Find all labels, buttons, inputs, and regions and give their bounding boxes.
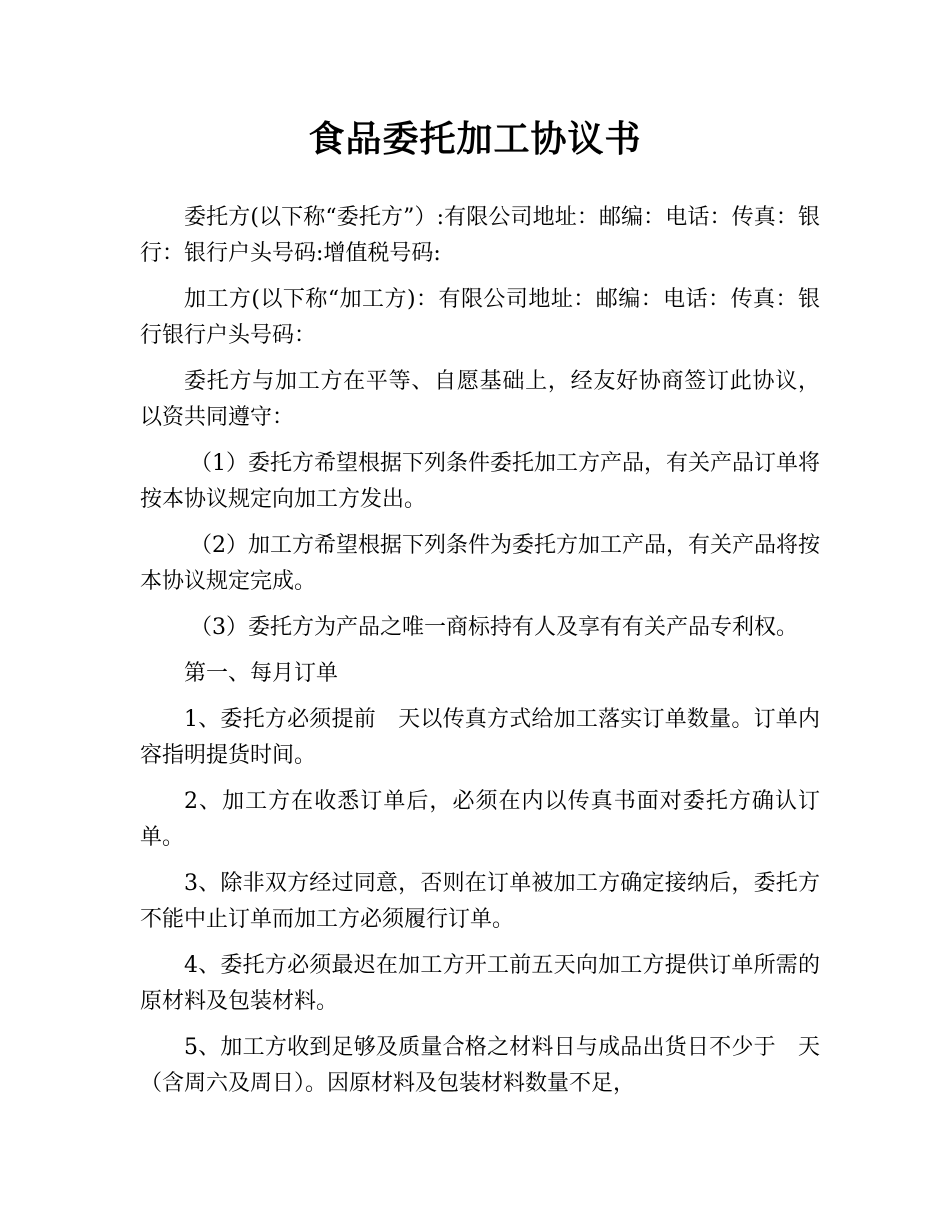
paragraph-client-info: 委托方(以下称“委托方”）:有限公司地址：邮编：电话：传真：银行：银行户头号码:增值税号码:: [140, 205, 820, 266]
document-title: 食品委托加工协议书: [308, 119, 642, 160]
paragraph-recital-1: （1）委托方希望根据下列条件委托加工方产品，有关产品订单将按本协议规定向加工方发出。: [140, 451, 820, 512]
paragraph-clause-5: 5、加工方收到足够及质量合格之材料日与成品出货日不少于 天（含周六及周日）。因原材料及包装材料数量不足，: [140, 1035, 820, 1096]
paragraph-clause-3: 3、除非双方经过同意，否则在订单被加工方确定接纳后，委托方不能中止订单而加工方必须履行订单。: [140, 871, 820, 932]
paragraph-agreement-basis: 委托方与加工方在平等、自愿基础上，经友好协商签订此协议，以资共同遵守：: [140, 369, 820, 430]
paragraph-recital-3: （3）委托方为产品之唯一商标持有人及享有有关产品专利权。: [190, 615, 798, 640]
paragraph-clause-1: 1、委托方必须提前 天以传真方式给加工落实订单数量。订单内容指明提货时间。: [140, 707, 820, 768]
section-heading-monthly-orders: 第一、每月订单: [184, 661, 339, 686]
paragraph-processor-info: 加工方(以下称“加工方)：有限公司地址：邮编：电话：传真：银行银行户头号码：: [140, 287, 820, 348]
document-body: [140, 200, 820, 1112]
paragraph-clause-2: 2、加工方在收悉订单后，必须在内以传真书面对委托方确认订单。: [140, 789, 820, 850]
paragraph-recital-2: （2）加工方希望根据下列条件为委托方加工产品，有关产品将按本协议规定完成。: [140, 533, 820, 594]
paragraph-clause-4: 4、委托方必须最迟在加工方开工前五天向加工方提供订单所需的原材料及包装材料。: [140, 953, 820, 1014]
